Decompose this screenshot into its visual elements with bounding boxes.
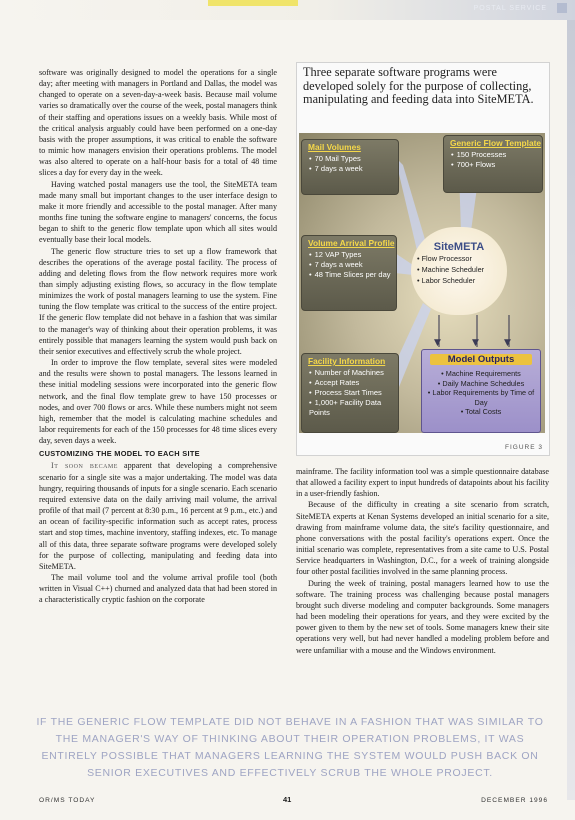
- core-item-label: Labor Scheduler: [421, 276, 476, 285]
- output-item: • Total Costs: [460, 407, 502, 416]
- paragraph: [39, 460, 277, 572]
- box-item: • 1,000+ Facility Data Points: [309, 398, 398, 418]
- facility-information-box: [301, 353, 399, 433]
- page-edge-shadow: [567, 20, 575, 800]
- paragraph-body: apparent that developing a comprehensive scenario for a single site was a major undertaking. The model was data hungry, requiring thousands of inputs for a single scenario. Each scenario required extensive data on the daily arriving mail volume, the arrival profile of that mail (7 percent at 8:30 p.m., 16 percent at 9 p.m., etc.) and an ocean of facility-specific information such as accept rates, process start and stop times, machine inventory, staffing indexes, etc. To manage all of this data, three separate software programs were developed solely for the purpose of collecting, manipulating and feeding data into SiteMETA.: [39, 461, 277, 571]
- header-square: [557, 3, 567, 13]
- box-item: • Number of Machines: [309, 368, 398, 378]
- figure-caption: Three separate software programs were developed solely for the purpose of collecting, manipulating and feeding data into SiteMETA.: [303, 65, 534, 106]
- left-column: [39, 67, 277, 606]
- core-item: • Machine Scheduler: [417, 265, 485, 274]
- figure-diagram: [299, 133, 545, 433]
- arrow-down-icon: ▼: [472, 338, 479, 348]
- box-item: • 7 days a week: [309, 164, 398, 174]
- box-title: Volume Arrival Profile: [308, 238, 395, 248]
- output-item: • Labor Requirements by Time of Day: [427, 388, 535, 407]
- generic-flow-template-box: [443, 135, 543, 193]
- output-item-label: Labor Requirements by Time of Day: [432, 388, 535, 407]
- page-number: 41: [283, 795, 292, 804]
- box-item: • Accept Rates: [309, 378, 398, 388]
- right-column: [296, 466, 549, 656]
- output-item-label: Daily Machine Schedules: [442, 378, 525, 388]
- section-heading: CUSTOMIZING THE MODEL TO EACH SITE: [39, 449, 200, 459]
- paragraph: During the week of training, postal managers learned how to use the software. The training process was challenging because postal managers brought such diverse modeling and computer backgrounds. Some managers had been modeling their operations for years, and they were excited by the power given to them by the new set of tools. Some managers knew their site operations very well, but had never handled a modeling problem before and were unfamiliar with a mouse and the Windows environment.: [296, 578, 549, 655]
- box-item: • 70 Mail Types: [309, 154, 398, 164]
- core-item: • Labor Scheduler: [417, 276, 476, 285]
- figure-3: [296, 62, 550, 456]
- output-item: • Machine Requirements: [441, 369, 521, 378]
- output-item-label: Total Costs: [465, 407, 502, 416]
- footer-date: DECEMBER 1996: [481, 797, 548, 804]
- core-item-label: Machine Scheduler: [421, 265, 485, 274]
- arrow-down-icon: ▼: [434, 338, 441, 348]
- sitemeta-core: [411, 227, 507, 315]
- figure-label: FIGURE 3: [505, 444, 543, 451]
- paragraph: In order to improve the flow template, several sites were modeled and the results were shown to postal managers. The lessons learned in these initial modeling sessions were incorporated into the generic flow network, and the final flow template grew to have 150 processes or nodes, and over 700 flows or arcs. While these numbers might not seem high, remember that the model is calculating machine schedules and labor requirements for each of the 150 processes for 48 time slices every day, seven days a week.: [39, 358, 277, 446]
- section-label: POSTAL SERVICE: [473, 5, 547, 12]
- model-outputs-box: [421, 349, 541, 433]
- page-header: [0, 0, 575, 20]
- core-item-label: Flow Processor: [421, 254, 472, 263]
- paragraph-lead-in: It soon became: [51, 461, 118, 471]
- box-item: • 48 Time Slices per day: [309, 270, 396, 280]
- output-item: • Daily Machine Schedules: [437, 378, 525, 388]
- mail-volumes-box: [301, 139, 399, 195]
- box-title: Generic Flow Template: [450, 138, 542, 148]
- box-item: • 7 days a week: [309, 260, 396, 270]
- paragraph: The generic flow structure tries to set up a flow framework that describes the operations of the average postal facility. The process of adding and deleting flows from the flow network requires more work than simply adjusting existing flows, so accuracy in the flow template minimizes the work of postal managers learning to use the system. Fine tuning the flow template was critical to the success of the entire project. If the generic flow template did not behave in a fashion that was similar to the manager's way of thinking about their operation problems, it was entirely possible that managers learning the system would push back on their senior executives and effectively scrub the whole project.: [39, 246, 277, 356]
- paragraph: Because of the difficulty in creating a site scenario from scratch, SiteMETA experts at Kenan Systems developed an initial scenario for a site, drawing from mainframe volume data, the site's facility questionnaire, and phone conversations with the postal facility's operations expert. Once the initial scenario was complete, representatives from a site came to U.S. Postal Service headquarters in Washington, D.C., for a week of training alongside four other postal facilities involved in the same planning process.: [296, 500, 549, 577]
- paragraph: Having watched postal managers use the tool, the SiteMETA team made many small but important changes to the user interface design to make it more friendly and accessible to the postal manager. After many months fine tuning the software engine to managers' concerns, the focus began to shift to the generic flow template upon which all sites would eventually base their local models.: [39, 179, 277, 245]
- box-item: • 700+ Flows: [451, 160, 542, 170]
- box-title: Facility Information: [308, 356, 386, 366]
- footer-publication: OR/MS TODAY: [39, 797, 96, 804]
- core-item: • Flow Processor: [417, 254, 472, 263]
- paragraph: The mail volume tool and the volume arrival profile tool (both written in Visual C++) churned and analyzed data that had been stored in a characteristically cryptic fashion on the corporate: [39, 573, 277, 605]
- header-color-swatch: [208, 0, 298, 6]
- box-item: • 150 Processes: [451, 150, 542, 160]
- paragraph: software was originally designed to model the operations for a single day; after meeting with managers in Portland and Dallas, the model was changed to operate on a seven-day-a-week basis. Because mail volume varies so dramatically over the course of the week, postal managers think of their staffing and operations issues on a weekly basis. While most of the critical analysis arguably could have been performed on a one-day basis with the proper assumptions, it was critical to enable the software to mimic how managers envision their operations problems. The model was also altered to operate on a half-hour basis for a total of 48 time slices a day for every day in the week.: [39, 68, 277, 178]
- box-title: Mail Volumes: [308, 142, 361, 152]
- paragraph: mainframe. The facility information tool was a simple questionnaire database that allowed a facility expert to input hundreds of datapoints about his facility in a user-friendly fashion.: [296, 467, 549, 499]
- box-item: • Process Start Times: [309, 388, 398, 398]
- core-title: SiteMETA: [433, 241, 485, 253]
- box-item: • 12 VAP Types: [309, 250, 396, 260]
- volume-arrival-profile-box: [301, 235, 397, 311]
- pull-quote: IF THE GENERIC FLOW TEMPLATE DID NOT BEHAVE IN A FASHION THAT WAS SIMILAR TO THE MANAGER'S WAY OF THINKING ABOUT THEIR OPERATION PROBLEMS, IT WAS ENTIRELY POSSIBLE THAT MANAGERS LEARNING THE SYSTEM WOULD PUSH BACK ON SENIOR EXECUTIVES AND EFFECTIVELY SCRUB THE WHOLE PROJECT.: [36, 716, 544, 779]
- output-item-label: Machine Requirements: [445, 369, 521, 378]
- arrow-down-icon: ▼: [504, 338, 511, 348]
- outputs-title: Model Outputs: [430, 354, 532, 365]
